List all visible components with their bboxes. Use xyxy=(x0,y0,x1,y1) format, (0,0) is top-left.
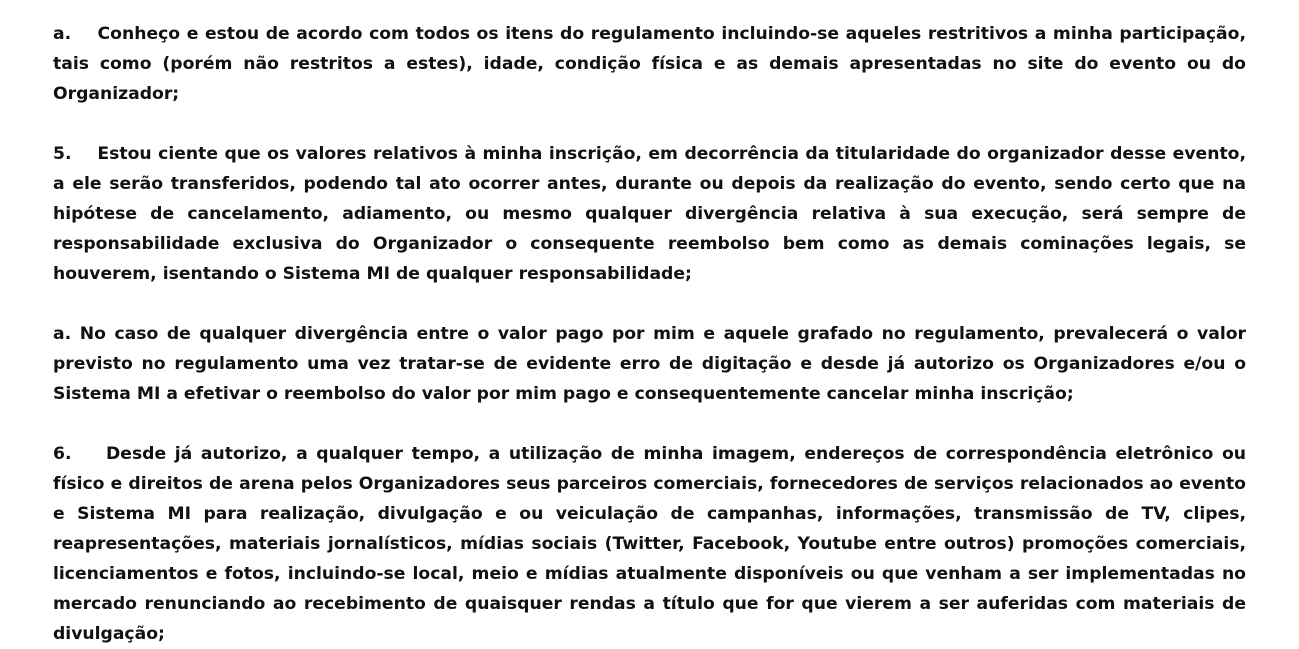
clause-marker: a. xyxy=(53,324,80,344)
clause-a-regulation xyxy=(53,19,1246,109)
clause-marker: 6. xyxy=(53,444,107,464)
clause-marker: a. xyxy=(53,24,98,44)
clause-5-payment xyxy=(53,139,1246,289)
terms-document xyxy=(53,19,1246,649)
clause-a-divergence xyxy=(53,319,1246,409)
clause-6-image-rights xyxy=(53,439,1246,649)
clause-text: No caso de qualquer divergência entre o valor pago por mim e aquele grafado no regulamento, prevalecerá o valor previsto no regulamento uma vez tratar-se de evidente erro de digitação e desde já autorizo os Organizadores e/ou o Sistema MI a efetivar o reembolso do valor por mim pago e consequentemente cancelar minha inscrição; xyxy=(53,324,1246,404)
clause-text: Desde já autorizo, a qualquer tempo, a utilização de minha imagem, endereços de correspondência eletrônico ou físico e direitos de arena pelos Organizadores seus parceiros comerciais, fornecedores de serviços relacionados ao evento e Sistema MI para realização, divulgação e ou veiculação de campanhas, informações, transmissão de TV, clipes, reapresentações, materiais jornalísticos, mídias sociais (Twitter, Facebook, Youtube entre outros) promoções comerciais, licenciamentos e fotos, incluindo-se local, meio e mídias atualmente disponíveis ou que venham a ser implementadas no mercado renunciando ao recebimento de quaisquer rendas a título que for que vierem a ser auferidas com materiais de divulgação; xyxy=(53,444,1246,644)
clause-text: Conheço e estou de acordo com todos os itens do regulamento incluindo-se aqueles restritivos a minha participação, tais como (porém não restritos a estes), idade, condição física e as demais apresentadas no site do evento ou do Organizador; xyxy=(53,24,1246,104)
clause-text: Estou ciente que os valores relativos à minha inscrição, em decorrência da titularidade do organizador desse evento, a ele serão transferidos, podendo tal ato ocorrer antes, durante ou depois da realização do evento, sendo certo que na hipótese de cancelamento, adiamento, ou mesmo qualquer divergência relativa à sua execução, será sempre de responsabilidade exclusiva do Organizador o consequente reembolso bem como as demais cominações legais, se houverem, isentando o Sistema MI de qualquer responsabilidade; xyxy=(53,144,1246,284)
clause-marker: 5. xyxy=(53,144,98,164)
